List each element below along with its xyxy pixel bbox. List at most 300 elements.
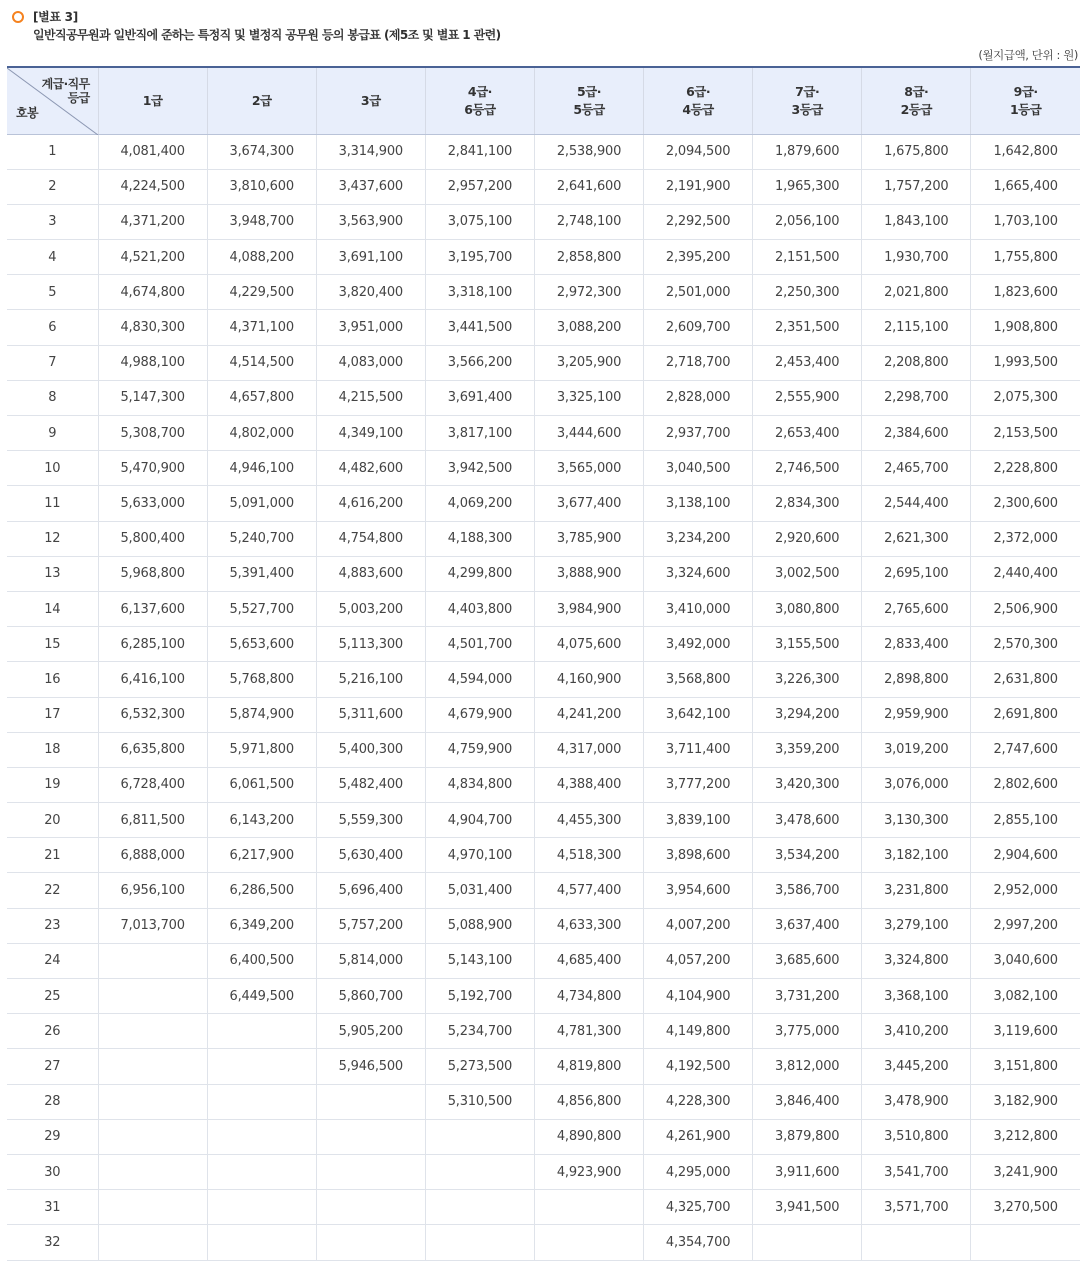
- column-header-line1: 3급: [360, 92, 381, 108]
- salary-cell: 4,988,100: [98, 345, 207, 380]
- salary-cell: 2,544,400: [862, 486, 971, 521]
- salary-cell: 3,445,200: [862, 1049, 971, 1084]
- salary-cell: 3,410,000: [644, 591, 753, 626]
- table-row: [7, 732, 1080, 767]
- step-number-cell: 22: [7, 873, 98, 908]
- step-number-cell: 8: [7, 380, 98, 415]
- salary-cell: 2,957,200: [425, 169, 534, 204]
- salary-cell: 4,075,600: [534, 627, 643, 662]
- column-header-line2: 2등급: [900, 101, 932, 117]
- salary-cell: 4,188,300: [425, 521, 534, 556]
- salary-table: [7, 66, 1080, 1261]
- salary-cell: 2,691,800: [971, 697, 1080, 732]
- salary-cell: 3,241,900: [971, 1154, 1080, 1189]
- column-header-line2: 4등급: [682, 101, 714, 117]
- salary-cell: 3,212,800: [971, 1119, 1080, 1154]
- salary-cell: 4,482,600: [316, 451, 425, 486]
- salary-cell: 3,941,500: [753, 1190, 862, 1225]
- salary-cell: 2,021,800: [862, 275, 971, 310]
- salary-cell: 4,518,300: [534, 838, 643, 873]
- salary-cell: 2,056,100: [753, 204, 862, 239]
- salary-cell: 3,151,800: [971, 1049, 1080, 1084]
- salary-cell: [316, 1190, 425, 1225]
- table-row: [7, 275, 1080, 310]
- salary-cell: 3,410,200: [862, 1014, 971, 1049]
- salary-cell: [207, 1190, 316, 1225]
- salary-cell: [753, 1225, 862, 1260]
- salary-cell: [316, 1154, 425, 1189]
- salary-cell: 2,765,600: [862, 591, 971, 626]
- salary-cell: 2,292,500: [644, 204, 753, 239]
- salary-cell: 3,359,200: [753, 732, 862, 767]
- salary-cell: 3,040,600: [971, 943, 1080, 978]
- salary-cell: 4,685,400: [534, 943, 643, 978]
- salary-cell: 3,777,200: [644, 767, 753, 802]
- salary-cell: 3,846,400: [753, 1084, 862, 1119]
- salary-cell: 5,308,700: [98, 416, 207, 451]
- salary-cell: 3,637,400: [753, 908, 862, 943]
- salary-cell: 3,785,900: [534, 521, 643, 556]
- step-number-cell: 27: [7, 1049, 98, 1084]
- salary-cell: 4,754,800: [316, 521, 425, 556]
- step-number-cell: 3: [7, 204, 98, 239]
- salary-cell: 4,228,300: [644, 1084, 753, 1119]
- salary-cell: 4,759,900: [425, 732, 534, 767]
- column-header-line1: 4급·: [467, 83, 492, 99]
- salary-cell: 4,069,200: [425, 486, 534, 521]
- corner-top-line1: 계급·직무: [41, 77, 90, 91]
- salary-cell: [98, 1084, 207, 1119]
- salary-cell: 3,182,900: [971, 1084, 1080, 1119]
- salary-cell: 3,324,800: [862, 943, 971, 978]
- salary-cell: [98, 1014, 207, 1049]
- table-row: [7, 486, 1080, 521]
- salary-cell: 5,814,000: [316, 943, 425, 978]
- salary-cell: 4,501,700: [425, 627, 534, 662]
- column-header: [644, 67, 753, 134]
- salary-cell: 3,318,100: [425, 275, 534, 310]
- salary-cell: 3,565,000: [534, 451, 643, 486]
- corner-top-line2: 등급: [67, 91, 90, 105]
- salary-cell: 5,653,600: [207, 627, 316, 662]
- salary-cell: 2,952,000: [971, 873, 1080, 908]
- salary-cell: 1,879,600: [753, 134, 862, 169]
- salary-cell: 5,874,900: [207, 697, 316, 732]
- salary-cell: 6,143,200: [207, 803, 316, 838]
- salary-cell: 2,841,100: [425, 134, 534, 169]
- salary-cell: 4,734,800: [534, 979, 643, 1014]
- salary-cell: 5,696,400: [316, 873, 425, 908]
- step-number-cell: 4: [7, 240, 98, 275]
- table-row: [7, 310, 1080, 345]
- step-number-cell: 6: [7, 310, 98, 345]
- salary-cell: 3,002,500: [753, 556, 862, 591]
- salary-cell: 3,839,100: [644, 803, 753, 838]
- salary-cell: [98, 1119, 207, 1154]
- salary-cell: 2,695,100: [862, 556, 971, 591]
- salary-cell: 2,228,800: [971, 451, 1080, 486]
- column-header: [316, 67, 425, 134]
- salary-cell: 4,455,300: [534, 803, 643, 838]
- step-number-cell: 24: [7, 943, 98, 978]
- salary-cell: 2,898,800: [862, 662, 971, 697]
- salary-cell: 1,755,800: [971, 240, 1080, 275]
- step-number-cell: 19: [7, 767, 98, 802]
- corner-top-label: [42, 77, 90, 105]
- table-body: [7, 134, 1080, 1260]
- column-header: [753, 67, 862, 134]
- salary-cell: 3,138,100: [644, 486, 753, 521]
- salary-cell: 4,819,800: [534, 1049, 643, 1084]
- step-number-cell: 7: [7, 345, 98, 380]
- salary-cell: 3,082,100: [971, 979, 1080, 1014]
- salary-cell: 4,224,500: [98, 169, 207, 204]
- table-row: [7, 169, 1080, 204]
- salary-cell: 5,031,400: [425, 873, 534, 908]
- column-header-line1: 1급: [142, 92, 163, 108]
- salary-cell: 5,273,500: [425, 1049, 534, 1084]
- salary-cell: 6,285,100: [98, 627, 207, 662]
- circle-bullet-icon: [12, 11, 24, 23]
- salary-cell: 5,113,300: [316, 627, 425, 662]
- salary-cell: 3,691,400: [425, 380, 534, 415]
- step-number-cell: 26: [7, 1014, 98, 1049]
- salary-cell: 3,541,700: [862, 1154, 971, 1189]
- salary-cell: 5,800,400: [98, 521, 207, 556]
- salary-cell: 4,633,300: [534, 908, 643, 943]
- salary-cell: 3,691,100: [316, 240, 425, 275]
- salary-cell: 3,984,900: [534, 591, 643, 626]
- salary-cell: 2,834,300: [753, 486, 862, 521]
- salary-cell: 4,317,000: [534, 732, 643, 767]
- salary-cell: 5,400,300: [316, 732, 425, 767]
- salary-cell: 5,559,300: [316, 803, 425, 838]
- salary-cell: 2,833,400: [862, 627, 971, 662]
- salary-cell: 4,007,200: [644, 908, 753, 943]
- step-number-cell: 17: [7, 697, 98, 732]
- column-header: [862, 67, 971, 134]
- table-row: [7, 838, 1080, 873]
- salary-cell: 3,040,500: [644, 451, 753, 486]
- salary-cell: 5,630,400: [316, 838, 425, 873]
- column-header-line1: 8급·: [904, 83, 929, 99]
- table-row: [7, 767, 1080, 802]
- salary-cell: 3,685,600: [753, 943, 862, 978]
- salary-cell: 2,621,300: [862, 521, 971, 556]
- salary-cell: 2,153,500: [971, 416, 1080, 451]
- table-row: [7, 1014, 1080, 1049]
- salary-cell: 6,532,300: [98, 697, 207, 732]
- salary-cell: 2,631,800: [971, 662, 1080, 697]
- salary-cell: [207, 1014, 316, 1049]
- salary-cell: [207, 1154, 316, 1189]
- step-number-cell: 9: [7, 416, 98, 451]
- salary-cell: [534, 1190, 643, 1225]
- salary-cell: 2,300,600: [971, 486, 1080, 521]
- salary-cell: 6,416,100: [98, 662, 207, 697]
- salary-cell: 4,354,700: [644, 1225, 753, 1260]
- salary-cell: 3,571,700: [862, 1190, 971, 1225]
- salary-cell: 3,231,800: [862, 873, 971, 908]
- salary-cell: 2,075,300: [971, 380, 1080, 415]
- salary-cell: 3,566,200: [425, 345, 534, 380]
- salary-cell: 2,208,800: [862, 345, 971, 380]
- salary-cell: [862, 1225, 971, 1260]
- table-row: [7, 1119, 1080, 1154]
- salary-cell: 4,088,200: [207, 240, 316, 275]
- salary-cell: 3,294,200: [753, 697, 862, 732]
- salary-cell: 3,441,500: [425, 310, 534, 345]
- salary-cell: 4,149,800: [644, 1014, 753, 1049]
- table-row: [7, 1225, 1080, 1260]
- salary-cell: 1,823,600: [971, 275, 1080, 310]
- salary-cell: 2,250,300: [753, 275, 862, 310]
- table-row: [7, 873, 1080, 908]
- salary-cell: 3,951,000: [316, 310, 425, 345]
- salary-cell: 5,216,100: [316, 662, 425, 697]
- column-header: [98, 67, 207, 134]
- salary-cell: 2,538,900: [534, 134, 643, 169]
- salary-cell: 3,812,000: [753, 1049, 862, 1084]
- salary-cell: 2,501,000: [644, 275, 753, 310]
- salary-cell: 3,510,800: [862, 1119, 971, 1154]
- salary-cell: 2,972,300: [534, 275, 643, 310]
- table-row: [7, 240, 1080, 275]
- table-row: [7, 204, 1080, 239]
- salary-cell: 2,746,500: [753, 451, 862, 486]
- salary-cell: 4,674,800: [98, 275, 207, 310]
- salary-cell: 4,371,200: [98, 204, 207, 239]
- table-row: [7, 803, 1080, 838]
- step-number-cell: 1: [7, 134, 98, 169]
- salary-cell: [207, 1084, 316, 1119]
- salary-cell: 2,718,700: [644, 345, 753, 380]
- salary-cell: 4,514,500: [207, 345, 316, 380]
- salary-cell: 3,642,100: [644, 697, 753, 732]
- table-row: [7, 1084, 1080, 1119]
- salary-cell: 6,137,600: [98, 591, 207, 626]
- salary-cell: 3,080,800: [753, 591, 862, 626]
- step-number-cell: 32: [7, 1225, 98, 1260]
- salary-cell: 5,234,700: [425, 1014, 534, 1049]
- salary-cell: 3,677,400: [534, 486, 643, 521]
- salary-cell: 6,888,000: [98, 838, 207, 873]
- salary-cell: 4,923,900: [534, 1154, 643, 1189]
- salary-cell: [971, 1225, 1080, 1260]
- salary-cell: 1,993,500: [971, 345, 1080, 380]
- unit-note: (월지급액, 단위 : 원): [978, 48, 1078, 62]
- salary-cell: 4,160,900: [534, 662, 643, 697]
- step-number-cell: 14: [7, 591, 98, 626]
- salary-cell: 3,586,700: [753, 873, 862, 908]
- table-row: [7, 451, 1080, 486]
- salary-cell: 5,147,300: [98, 380, 207, 415]
- salary-cell: [207, 1119, 316, 1154]
- table-row: [7, 1049, 1080, 1084]
- salary-cell: 5,003,200: [316, 591, 425, 626]
- salary-cell: 6,956,100: [98, 873, 207, 908]
- salary-cell: 2,395,200: [644, 240, 753, 275]
- salary-cell: 2,828,000: [644, 380, 753, 415]
- table-row: [7, 521, 1080, 556]
- salary-cell: 3,088,200: [534, 310, 643, 345]
- column-header-line1: 2급: [251, 92, 272, 108]
- table-row: [7, 627, 1080, 662]
- salary-cell: 1,757,200: [862, 169, 971, 204]
- salary-cell: 2,937,700: [644, 416, 753, 451]
- step-number-cell: 25: [7, 979, 98, 1014]
- salary-cell: 3,817,100: [425, 416, 534, 451]
- salary-cell: 6,217,900: [207, 838, 316, 873]
- salary-cell: [316, 1225, 425, 1260]
- salary-cell: 3,234,200: [644, 521, 753, 556]
- salary-cell: 3,226,300: [753, 662, 862, 697]
- salary-cell: 3,775,000: [753, 1014, 862, 1049]
- salary-cell: 5,860,700: [316, 979, 425, 1014]
- salary-cell: 4,616,200: [316, 486, 425, 521]
- step-number-cell: 13: [7, 556, 98, 591]
- step-number-cell: 23: [7, 908, 98, 943]
- column-header-line1: 5급·: [576, 83, 602, 99]
- salary-cell: 2,372,000: [971, 521, 1080, 556]
- salary-cell: [207, 1225, 316, 1260]
- salary-cell: [98, 979, 207, 1014]
- salary-cell: 5,968,800: [98, 556, 207, 591]
- corner-header-cell: [7, 67, 98, 134]
- salary-cell: [98, 1049, 207, 1084]
- salary-cell: 3,270,500: [971, 1190, 1080, 1225]
- salary-cell: 1,930,700: [862, 240, 971, 275]
- salary-cell: 5,527,700: [207, 591, 316, 626]
- salary-cell: 1,703,100: [971, 204, 1080, 239]
- table-row: [7, 662, 1080, 697]
- salary-cell: 5,768,800: [207, 662, 316, 697]
- salary-cell: 4,946,100: [207, 451, 316, 486]
- salary-cell: 4,295,000: [644, 1154, 753, 1189]
- table-row: [7, 1190, 1080, 1225]
- step-number-cell: 15: [7, 627, 98, 662]
- salary-cell: 3,279,100: [862, 908, 971, 943]
- salary-cell: 3,420,300: [753, 767, 862, 802]
- salary-cell: 3,076,000: [862, 767, 971, 802]
- salary-cell: 5,143,100: [425, 943, 534, 978]
- salary-cell: 3,130,300: [862, 803, 971, 838]
- salary-cell: 4,388,400: [534, 767, 643, 802]
- salary-cell: 5,088,900: [425, 908, 534, 943]
- salary-cell: 5,482,400: [316, 767, 425, 802]
- salary-cell: [425, 1225, 534, 1260]
- salary-cell: 3,731,200: [753, 979, 862, 1014]
- salary-cell: 3,534,200: [753, 838, 862, 873]
- table-row: [7, 908, 1080, 943]
- salary-cell: 2,748,100: [534, 204, 643, 239]
- salary-cell: 2,920,600: [753, 521, 862, 556]
- step-number-cell: 11: [7, 486, 98, 521]
- salary-cell: 6,635,800: [98, 732, 207, 767]
- salary-cell: 4,299,800: [425, 556, 534, 591]
- salary-cell: 4,521,200: [98, 240, 207, 275]
- salary-cell: 4,856,800: [534, 1084, 643, 1119]
- salary-cell: 2,959,900: [862, 697, 971, 732]
- salary-cell: 1,965,300: [753, 169, 862, 204]
- column-header-line2: 5등급: [573, 101, 605, 117]
- salary-cell: 2,609,700: [644, 310, 753, 345]
- salary-cell: 3,711,400: [644, 732, 753, 767]
- salary-cell: 5,311,600: [316, 697, 425, 732]
- salary-cell: 3,492,000: [644, 627, 753, 662]
- step-number-cell: 12: [7, 521, 98, 556]
- salary-cell: 6,811,500: [98, 803, 207, 838]
- salary-cell: 5,946,500: [316, 1049, 425, 1084]
- salary-cell: 4,057,200: [644, 943, 753, 978]
- salary-cell: 3,119,600: [971, 1014, 1080, 1049]
- column-header-line1: 7급·: [795, 83, 820, 99]
- salary-cell: 2,298,700: [862, 380, 971, 415]
- salary-cell: 6,728,400: [98, 767, 207, 802]
- salary-cell: [98, 1190, 207, 1225]
- table-row: [7, 416, 1080, 451]
- salary-cell: 4,325,700: [644, 1190, 753, 1225]
- salary-cell: 3,075,100: [425, 204, 534, 239]
- salary-cell: 4,679,900: [425, 697, 534, 732]
- salary-cell: [425, 1190, 534, 1225]
- salary-cell: 1,843,100: [862, 204, 971, 239]
- table-title: 일반직공무원과 일반직에 준하는 특정직 및 별정직 공무원 등의 봉급표 (제5조 및 별표 1 관련): [33, 28, 501, 42]
- salary-cell: 6,061,500: [207, 767, 316, 802]
- step-number-cell: 18: [7, 732, 98, 767]
- salary-cell: 3,444,600: [534, 416, 643, 451]
- salary-cell: 2,855,100: [971, 803, 1080, 838]
- table-row: [7, 1154, 1080, 1189]
- salary-cell: 3,674,300: [207, 134, 316, 169]
- salary-cell: 5,091,000: [207, 486, 316, 521]
- salary-cell: [534, 1225, 643, 1260]
- salary-cell: 2,384,600: [862, 416, 971, 451]
- salary-cell: 3,942,500: [425, 451, 534, 486]
- salary-cell: 4,349,100: [316, 416, 425, 451]
- salary-cell: 4,371,100: [207, 310, 316, 345]
- salary-cell: 3,324,600: [644, 556, 753, 591]
- salary-cell: 3,820,400: [316, 275, 425, 310]
- column-header-line2: 1등급: [1009, 101, 1042, 117]
- salary-cell: 2,555,900: [753, 380, 862, 415]
- salary-cell: 2,115,100: [862, 310, 971, 345]
- salary-cell: 2,570,300: [971, 627, 1080, 662]
- column-header-line2: 3등급: [791, 101, 823, 117]
- salary-cell: 2,151,500: [753, 240, 862, 275]
- salary-cell: 5,240,700: [207, 521, 316, 556]
- salary-cell: 5,757,200: [316, 908, 425, 943]
- step-number-cell: 2: [7, 169, 98, 204]
- step-number-cell: 31: [7, 1190, 98, 1225]
- salary-cell: 6,286,500: [207, 873, 316, 908]
- table-row: [7, 380, 1080, 415]
- salary-cell: 3,954,600: [644, 873, 753, 908]
- salary-cell: 2,440,400: [971, 556, 1080, 591]
- salary-cell: 3,563,900: [316, 204, 425, 239]
- salary-cell: [98, 943, 207, 978]
- salary-cell: 3,182,100: [862, 838, 971, 873]
- salary-cell: 2,191,900: [644, 169, 753, 204]
- salary-cell: 3,368,100: [862, 979, 971, 1014]
- salary-cell: 2,858,800: [534, 240, 643, 275]
- salary-cell: 4,970,100: [425, 838, 534, 873]
- salary-cell: 3,437,600: [316, 169, 425, 204]
- salary-cell: 3,568,800: [644, 662, 753, 697]
- salary-cell: 3,888,900: [534, 556, 643, 591]
- salary-cell: 3,478,600: [753, 803, 862, 838]
- salary-cell: [316, 1119, 425, 1154]
